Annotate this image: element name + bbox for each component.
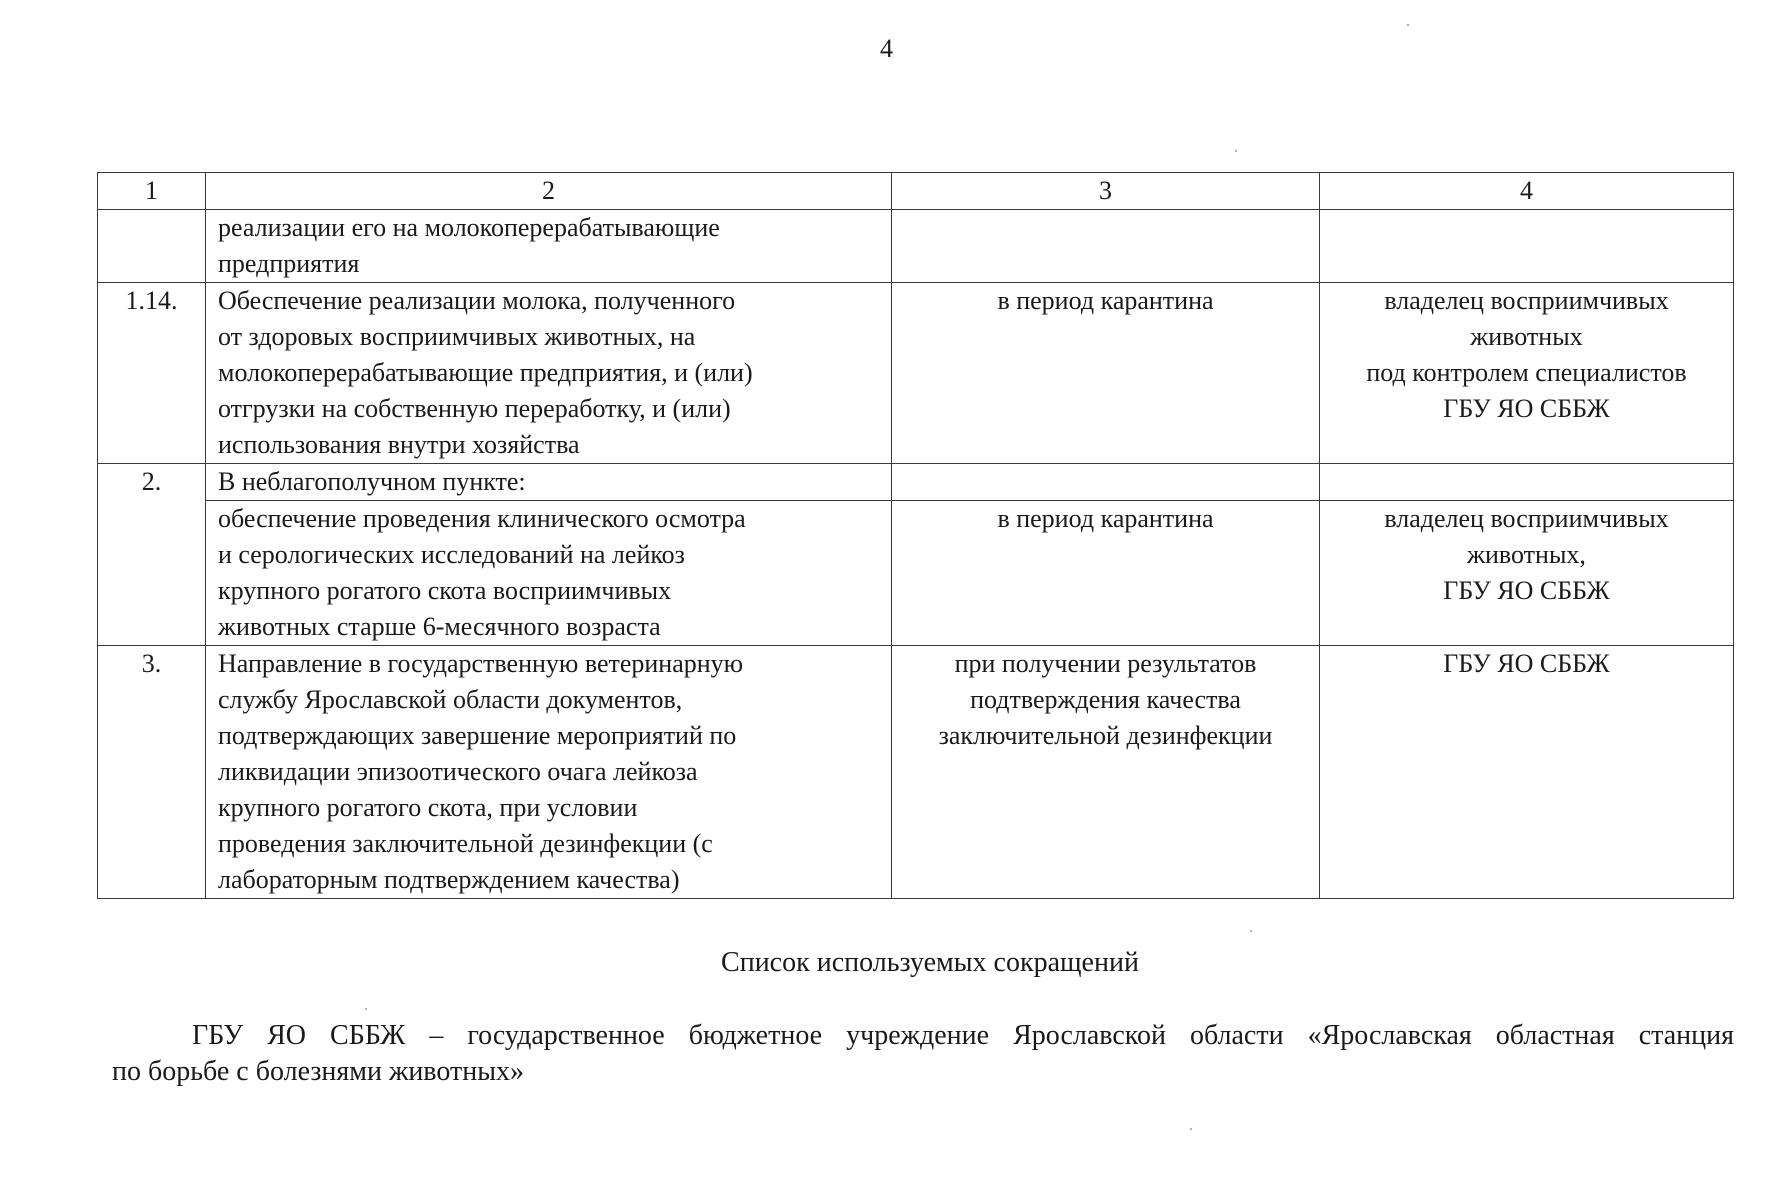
scan-speck: [1407, 24, 1409, 26]
action-line: предприятия: [218, 249, 360, 278]
period-line: подтверждения качества: [970, 685, 1241, 714]
action-line: и серологических исследований на лейкоз: [218, 540, 685, 569]
action-cell: [206, 464, 892, 501]
item-number: 2.: [98, 464, 206, 646]
responsible-line: ГБУ ЯО СББЖ: [1443, 394, 1610, 423]
column-number-1: 1: [98, 173, 206, 210]
responsible-cell: [1320, 501, 1734, 646]
responsible-cell: [1320, 646, 1734, 899]
action-line: ликвидации эпизоотического очага лейкоза: [218, 757, 698, 786]
action-line: обеспечение проведения клинического осмотра: [218, 504, 746, 533]
table-row: [98, 646, 1734, 899]
responsible-line: ГБУ ЯО СББЖ: [1443, 649, 1610, 678]
item-number: 1.14.: [98, 283, 206, 464]
action-line: В неблагополучном пункте:: [218, 467, 526, 496]
table-row: [98, 210, 1734, 283]
column-number-2: 2: [206, 173, 892, 210]
action-line: крупного рогатого скота восприимчивых: [218, 576, 672, 605]
measures-table: [97, 172, 1734, 899]
period-cell: [892, 210, 1320, 283]
action-cell: [206, 210, 892, 283]
period-cell: [892, 646, 1320, 899]
action-line: подтверждающих завершение мероприятий по: [218, 721, 737, 750]
abbreviation-line: ГБУ ЯО СББЖ – государственное бюджетное учреждение Ярославской области «Ярославская областная станция: [192, 1020, 1734, 1051]
action-line: использования внутри хозяйства: [218, 430, 580, 459]
period-cell: [892, 283, 1320, 464]
period-line: в период карантина: [997, 504, 1214, 533]
action-line: крупного рогатого скота, при условии: [218, 793, 638, 822]
responsible-cell: [1320, 210, 1734, 283]
item-number: [98, 210, 206, 283]
action-cell: [206, 283, 892, 464]
action-line: животных старше 6-месячного возраста: [218, 612, 661, 641]
abbreviation-line: по борьбе с болезнями животных»: [112, 1056, 525, 1087]
period-line: при получении результатов: [954, 649, 1257, 678]
action-cell: [206, 501, 892, 646]
action-line: лабораторным подтверждением качества): [218, 865, 680, 894]
responsible-line: животных,: [1467, 540, 1586, 569]
action-line: проведения заключительной дезинфекции (с: [218, 829, 713, 858]
action-line: от здоровых восприимчивых животных, на: [218, 322, 696, 351]
item-number: 3.: [98, 646, 206, 899]
action-cell: [206, 646, 892, 899]
table-row: [98, 464, 1734, 501]
scan-speck: [365, 1008, 367, 1010]
abbreviations-text: [112, 1018, 1734, 1090]
action-line: Направление в государственную ветеринарную: [218, 649, 744, 678]
responsible-line: ГБУ ЯО СББЖ: [1443, 576, 1610, 605]
table-row: [98, 501, 1734, 646]
period-line: в период карантина: [997, 286, 1214, 315]
period-cell: [892, 501, 1320, 646]
column-number-4: 4: [1320, 173, 1734, 210]
period-line: заключительной дезинфекции: [938, 721, 1273, 750]
action-line: молокоперерабатывающие предприятия, и (или): [218, 358, 753, 387]
scan-speck: [1235, 150, 1237, 152]
period-cell: [892, 464, 1320, 501]
scan-speck: [1190, 1128, 1192, 1130]
responsible-line: под контролем специалистов: [1366, 358, 1687, 387]
action-line: службу Ярославской области документов,: [218, 685, 683, 714]
abbreviations-title: Список используемых сокращений: [721, 947, 1139, 978]
responsible-line: животных: [1470, 322, 1583, 351]
page-number: 4: [880, 34, 893, 63]
table-row: [98, 283, 1734, 464]
table-header-row: [98, 173, 1734, 210]
action-line: реализации его на молокоперерабатывающие: [218, 213, 720, 242]
column-number-3: 3: [892, 173, 1320, 210]
action-line: отгрузки на собственную переработку, и (или): [218, 394, 731, 423]
responsible-line: владелец восприимчивых: [1384, 504, 1669, 533]
scan-speck: [1250, 930, 1252, 932]
action-line: Обеспечение реализации молока, полученного: [218, 286, 736, 315]
responsible-cell: [1320, 283, 1734, 464]
responsible-cell: [1320, 464, 1734, 501]
responsible-line: владелец восприимчивых: [1384, 286, 1669, 315]
